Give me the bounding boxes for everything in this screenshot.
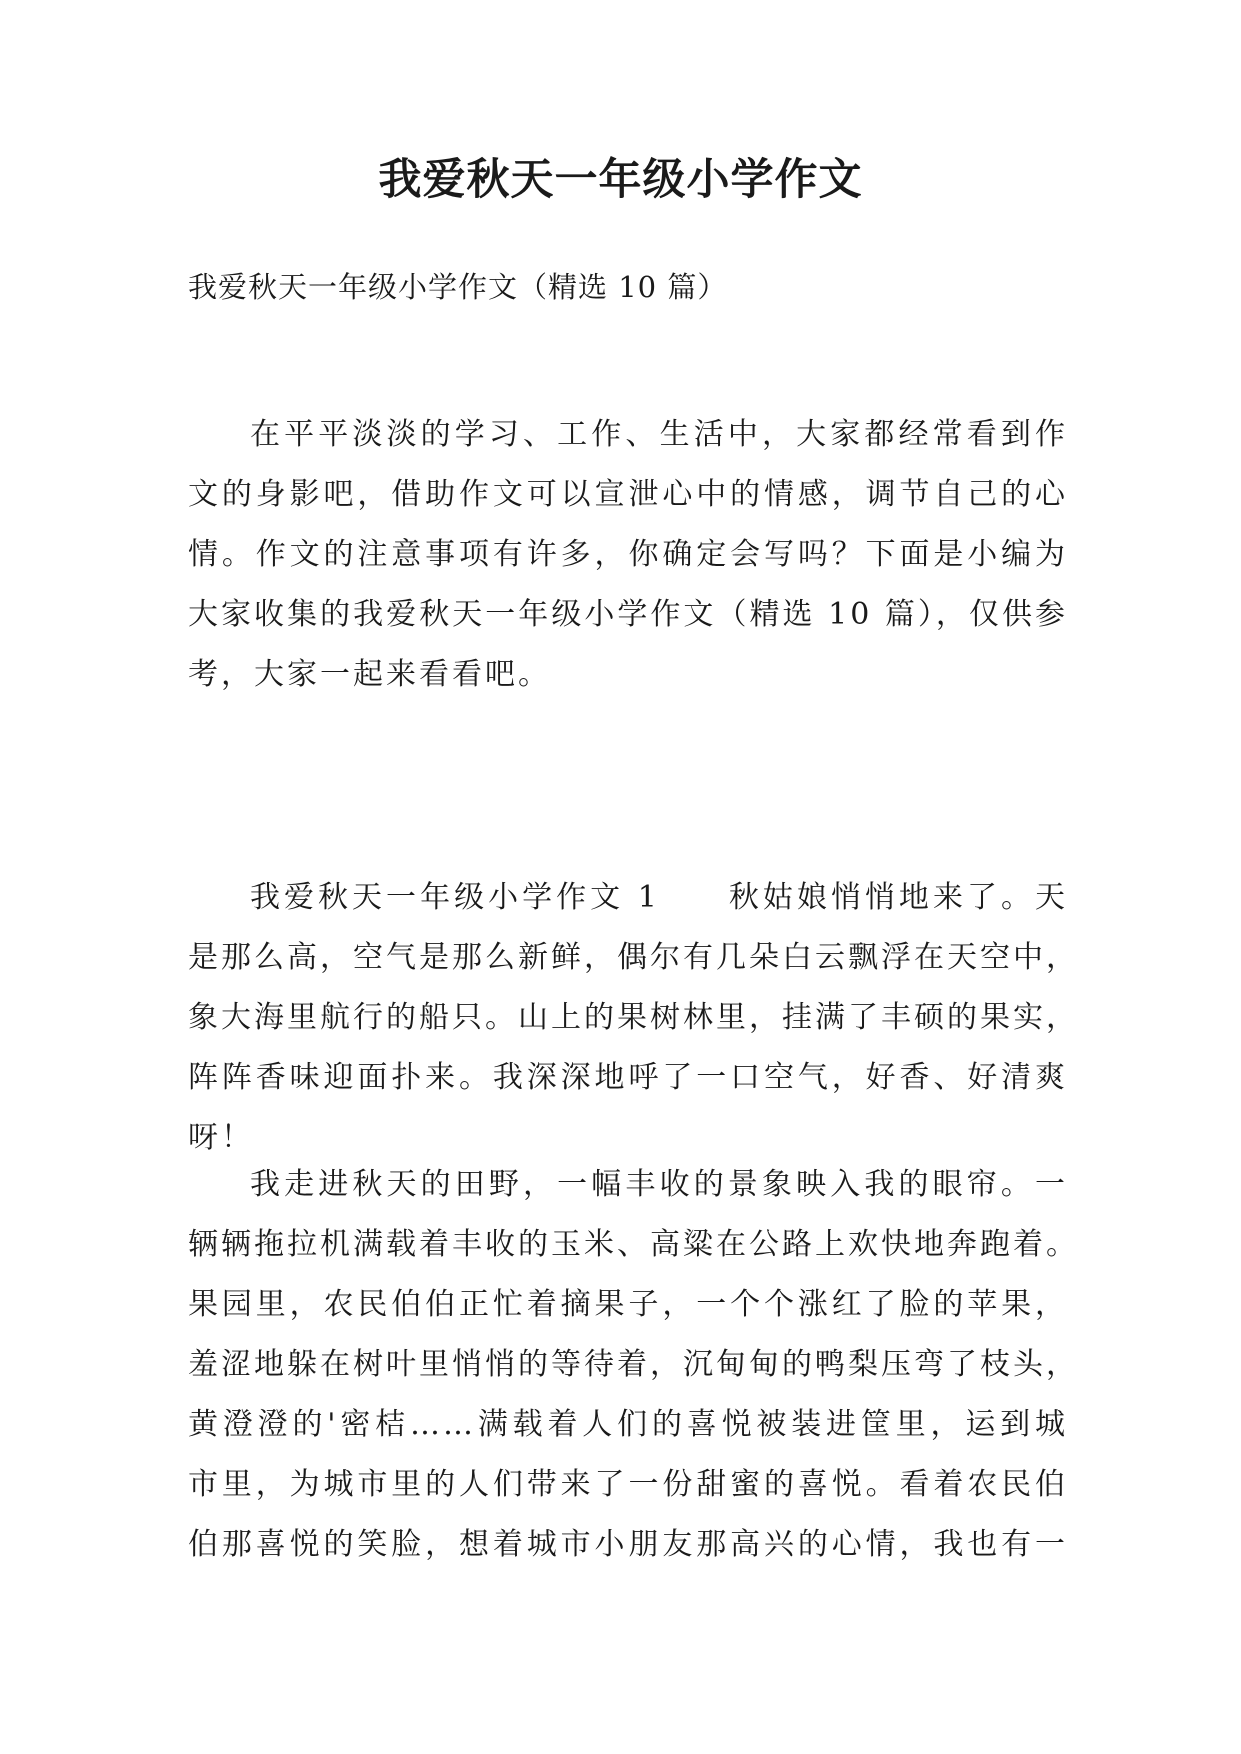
essay-1-paragraph (188, 868, 1079, 1168)
essay-1-line: 阵阵香味迎面扑来。我深深地呼了一口空气，好香、好清爽 (188, 1060, 1068, 1095)
essay-1-line: 象大海里航行的船只。山上的果树林里，挂满了丰硕的果实， (188, 1000, 1079, 1035)
intro-line: 在平平淡淡的学习、工作、生活中，大家都经常看到作 (250, 417, 1068, 452)
document-subtitle: 我爱秋天一年级小学作文（精选 10 篇） (188, 270, 728, 304)
intro-line: 情。作文的注意事项有许多，你确定会写吗？下面是小编为 (188, 537, 1068, 572)
document-title: 我爱秋天一年级小学作文 (378, 155, 863, 205)
essay-2-line: 市里，为城市里的人们带来了一份甜蜜的喜悦。看着农民伯 (188, 1467, 1068, 1502)
essay-1-line: 是那么高，空气是那么新鲜，偶尔有几朵白云飘浮在天空中， (188, 940, 1079, 975)
essay-1-line: 我爱秋天一年级小学作文 1 秋姑娘悄悄地来了。天 (250, 880, 1068, 915)
essay-2-line: 羞涩地躲在树叶里悄悄的等待着，沉甸甸的鸭梨压弯了枝头， (188, 1347, 1079, 1382)
essay-2-line: 辆辆拖拉机满载着丰收的玉米、高粱在公路上欢快地奔跑着。 (188, 1227, 1079, 1262)
essay-2-line: 我走进秋天的田野，一幅丰收的景象映入我的眼帘。一 (250, 1167, 1068, 1202)
intro-line: 文的身影吧，借助作文可以宣泄心中的情感，调节自己的心 (188, 477, 1068, 512)
essay-2-paragraph (188, 1155, 1079, 1575)
essay-2-line: 果园里，农民伯伯正忙着摘果子，一个个涨红了脸的苹果， (188, 1287, 1068, 1322)
essay-2-line: 黄澄澄的'密桔……满载着人们的喜悦被装进筐里，运到城 (188, 1407, 1068, 1442)
intro-line: 考，大家一起来看看吧。 (188, 657, 551, 692)
intro-line: 大家收集的我爱秋天一年级小学作文（精选 10 篇），仅供参 (188, 597, 1068, 632)
essay-2-line: 伯那喜悦的笑脸，想着城市小朋友那高兴的心情，我也有一 (188, 1527, 1068, 1562)
essay-1-line: 呀！ (188, 1120, 254, 1155)
intro-paragraph (188, 405, 1068, 705)
